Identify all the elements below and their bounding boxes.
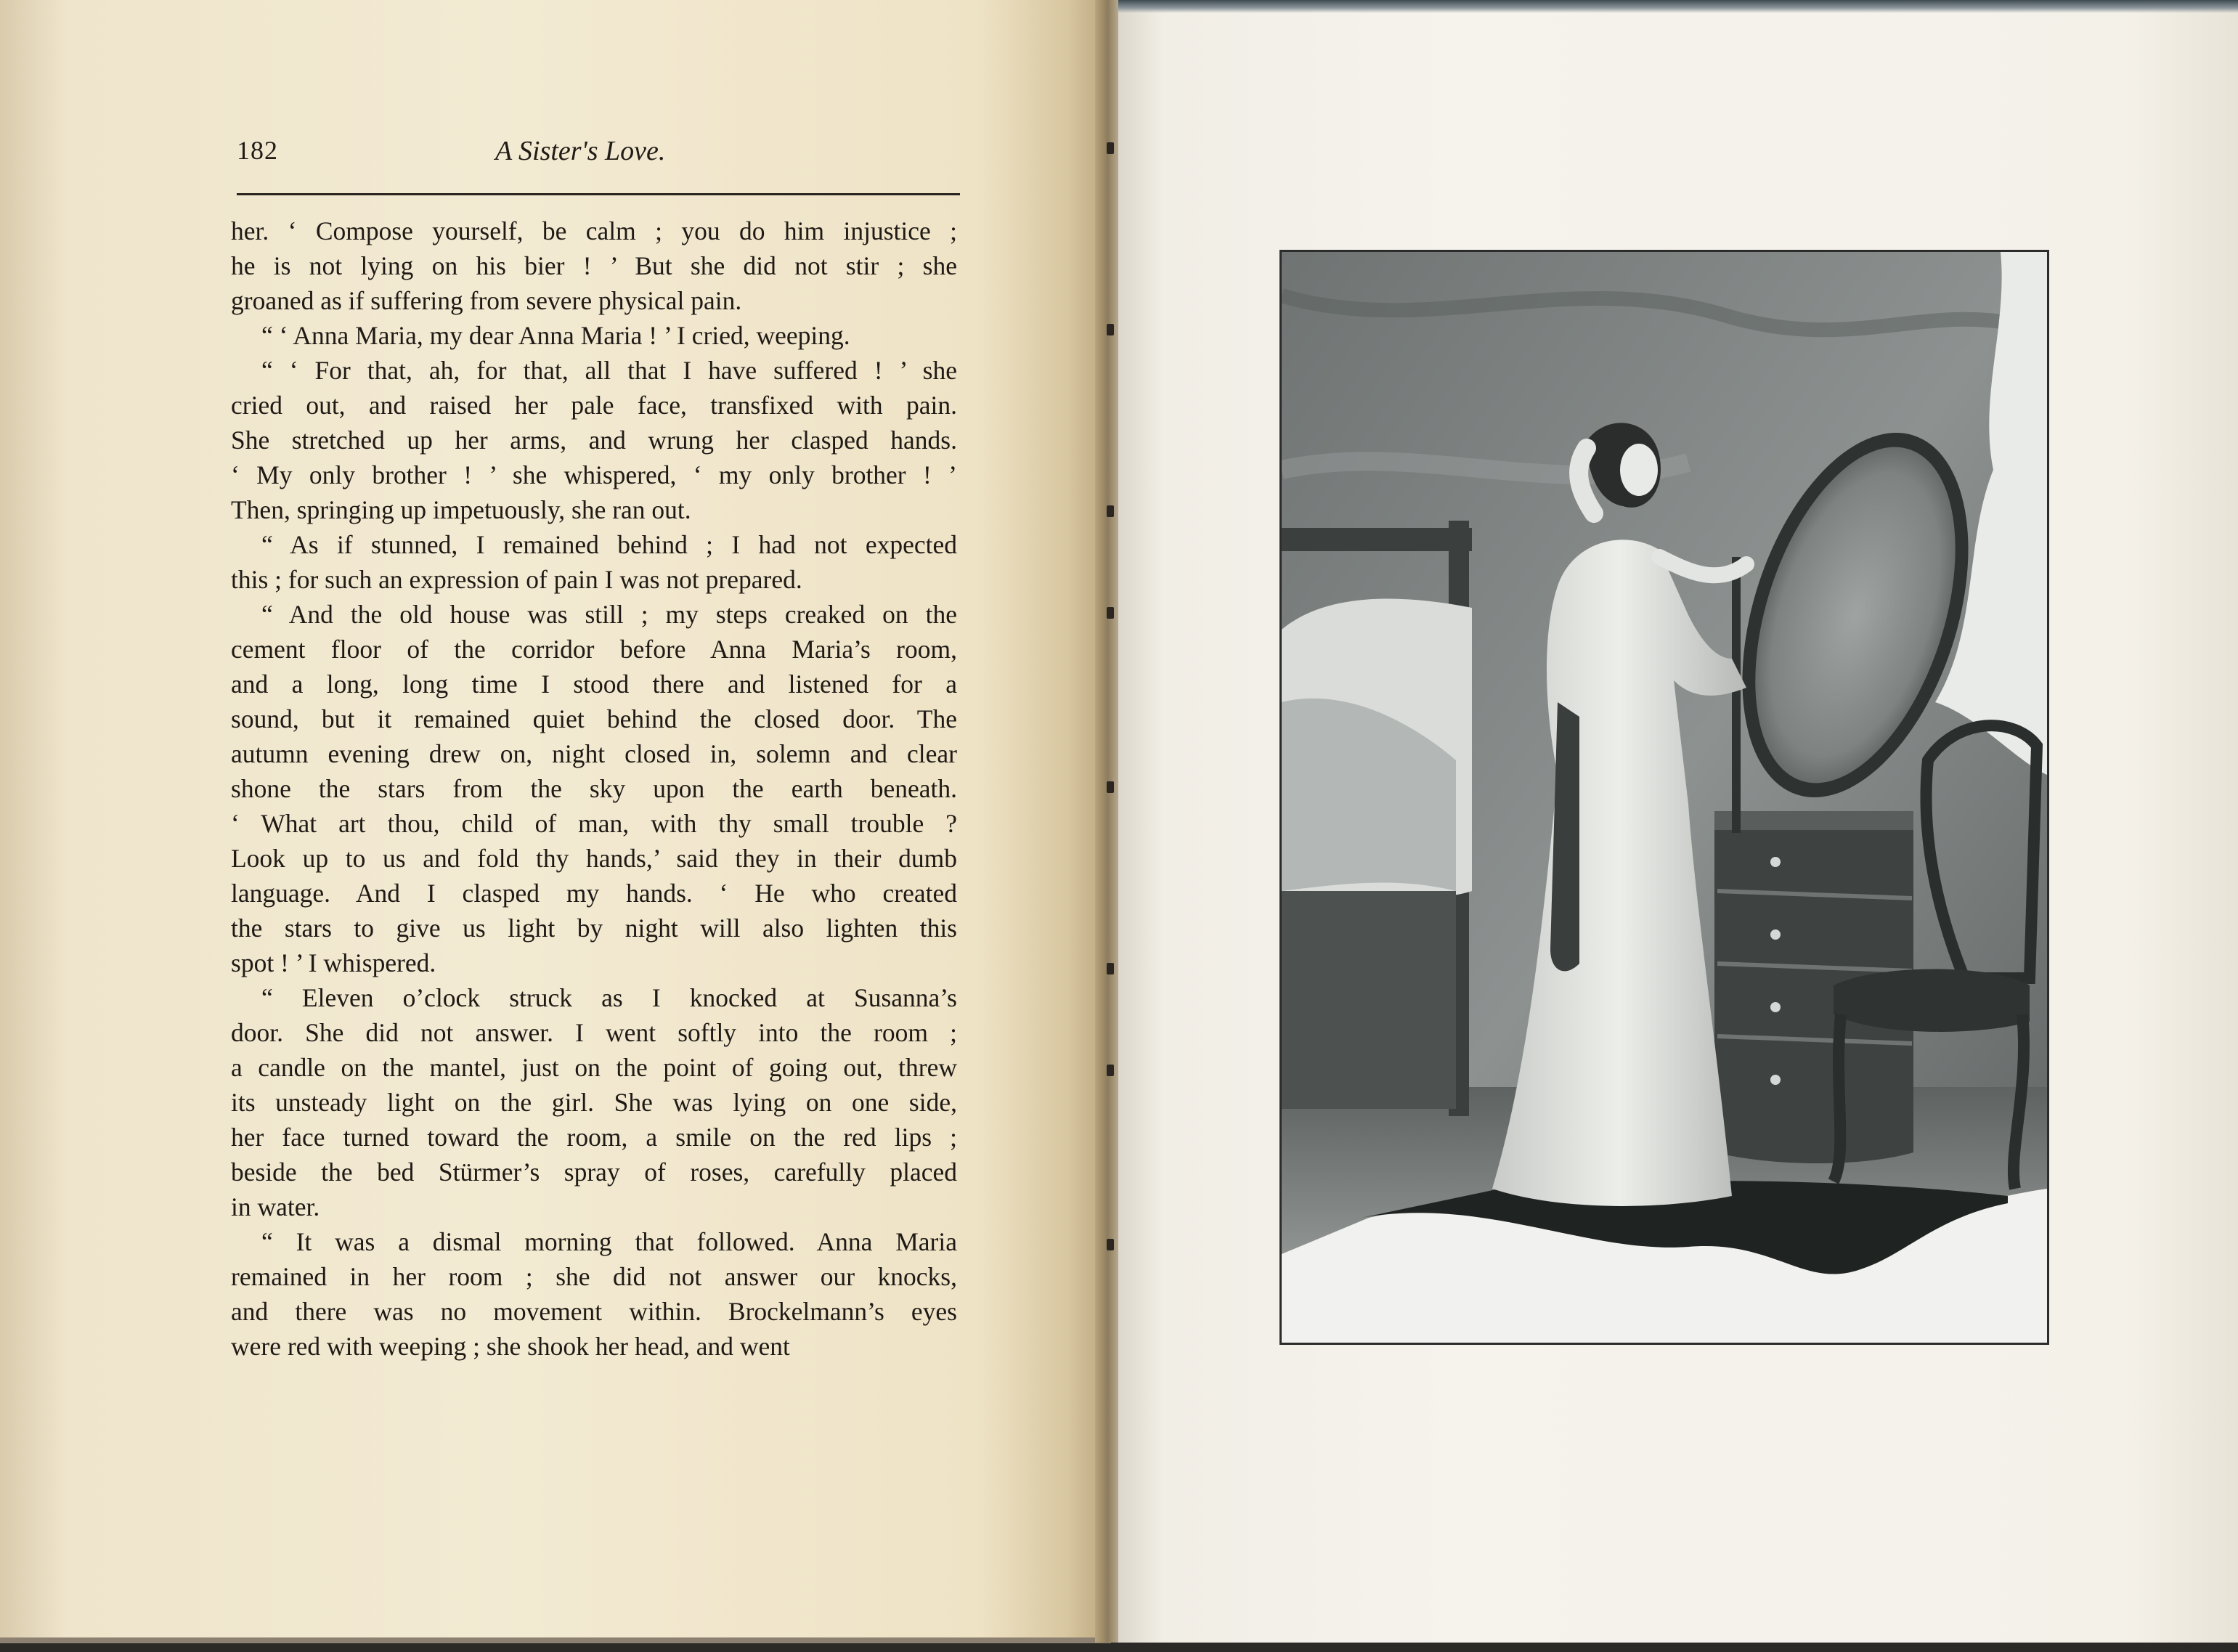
page-header [237, 135, 963, 179]
binding-stitch [1107, 607, 1114, 619]
left-page [0, 0, 1111, 1643]
engraving-woman-at-mirror-icon [1282, 252, 2047, 1343]
binding-stitch [1107, 963, 1114, 974]
text-line: were red with weeping ; she shook her head, and went [231, 1332, 790, 1361]
text-line: ‘ What art thou, child of man, with thy small trouble ? [231, 809, 957, 838]
text-line: the stars to give us light by night will also lighten this [231, 914, 957, 943]
binding-stitch [1107, 505, 1114, 517]
binding-stitch [1107, 1239, 1114, 1250]
text-line: groaned as if suffering from severe physical pain. [231, 286, 742, 315]
text-line: “ As if stunned, I remained behind ; I had not expected [261, 530, 957, 559]
text-line: her face turned toward the room, a smile on the red lips ; [231, 1123, 957, 1152]
text-line: he is not lying on his bier ! ’ But she did not stir ; she [231, 251, 957, 280]
text-line: this ; for such an expression of pain I was not prepared. [231, 565, 802, 594]
text-line: door. She did not answer. I went softly into the room ; [231, 1018, 957, 1047]
text-line: sound, but it remained quiet behind the closed door. The [231, 704, 957, 733]
text-line: “ Eleven o’clock struck as I knocked at Susanna’s [261, 983, 957, 1012]
binding-stitch [1107, 1065, 1114, 1076]
header-rule [237, 193, 960, 195]
cover-edge [1118, 0, 2238, 13]
text-line: and there was no movement within. Brockelmann’s eyes [231, 1297, 957, 1326]
illustration-plate [1279, 250, 2049, 1345]
text-line: “ And the old house was still ; my steps creaked on the [261, 600, 957, 629]
text-line: Look up to us and fold thy hands,’ said they in their dumb [231, 844, 957, 873]
text-line: remained in her room ; she did not answer our knocks, [231, 1262, 957, 1291]
binding-stitch [1107, 142, 1114, 154]
text-line: autumn evening drew on, night closed in, solemn and clear [231, 739, 957, 768]
text-line: spot ! ’ I whispered. [231, 948, 436, 977]
body-text [231, 213, 957, 1364]
text-line: cried out, and raised her pale face, transfixed with pain. [231, 391, 957, 420]
text-line: ‘ My only brother ! ’ she whispered, ‘ my only brother ! ’ [231, 460, 957, 489]
text-line: its unsteady light on the girl. She was lying on one side, [231, 1088, 957, 1117]
text-line: a candle on the mantel, just on the point of going out, threw [231, 1053, 957, 1082]
binding-stitch [1107, 781, 1114, 793]
running-title: A Sister's Love. [495, 136, 666, 166]
text-line: “ It was a dismal morning that followed. Anna Maria [261, 1227, 957, 1256]
text-line: cement floor of the corridor before Anna Maria’s room, [231, 635, 957, 664]
text-line: in water. [231, 1192, 320, 1221]
text-line: her. ‘ Compose yourself, be calm ; you do him injustice ; [231, 216, 957, 245]
text-line: “ ‘ For that, ah, for that, all that I have suffered ! ’ she [261, 356, 957, 385]
binding-stitch [1107, 324, 1114, 335]
text-line: shone the stars from the sky upon the earth beneath. [231, 774, 957, 803]
text-line: “ ‘ Anna Maria, my dear Anna Maria ! ’ I cried, weeping. [261, 321, 850, 350]
text-line: language. And I clasped my hands. ‘ He who created [231, 879, 957, 908]
page-number: 182 [237, 136, 278, 165]
text-line: She stretched up her arms, and wrung her clasped hands. [231, 426, 957, 455]
text-line: beside the bed Stürmer’s spray of roses, carefully placed [231, 1157, 957, 1187]
text-line: and a long, long time I stood there and listened for a [231, 670, 957, 699]
text-line: Then, springing up impetuously, she ran out. [231, 495, 691, 524]
